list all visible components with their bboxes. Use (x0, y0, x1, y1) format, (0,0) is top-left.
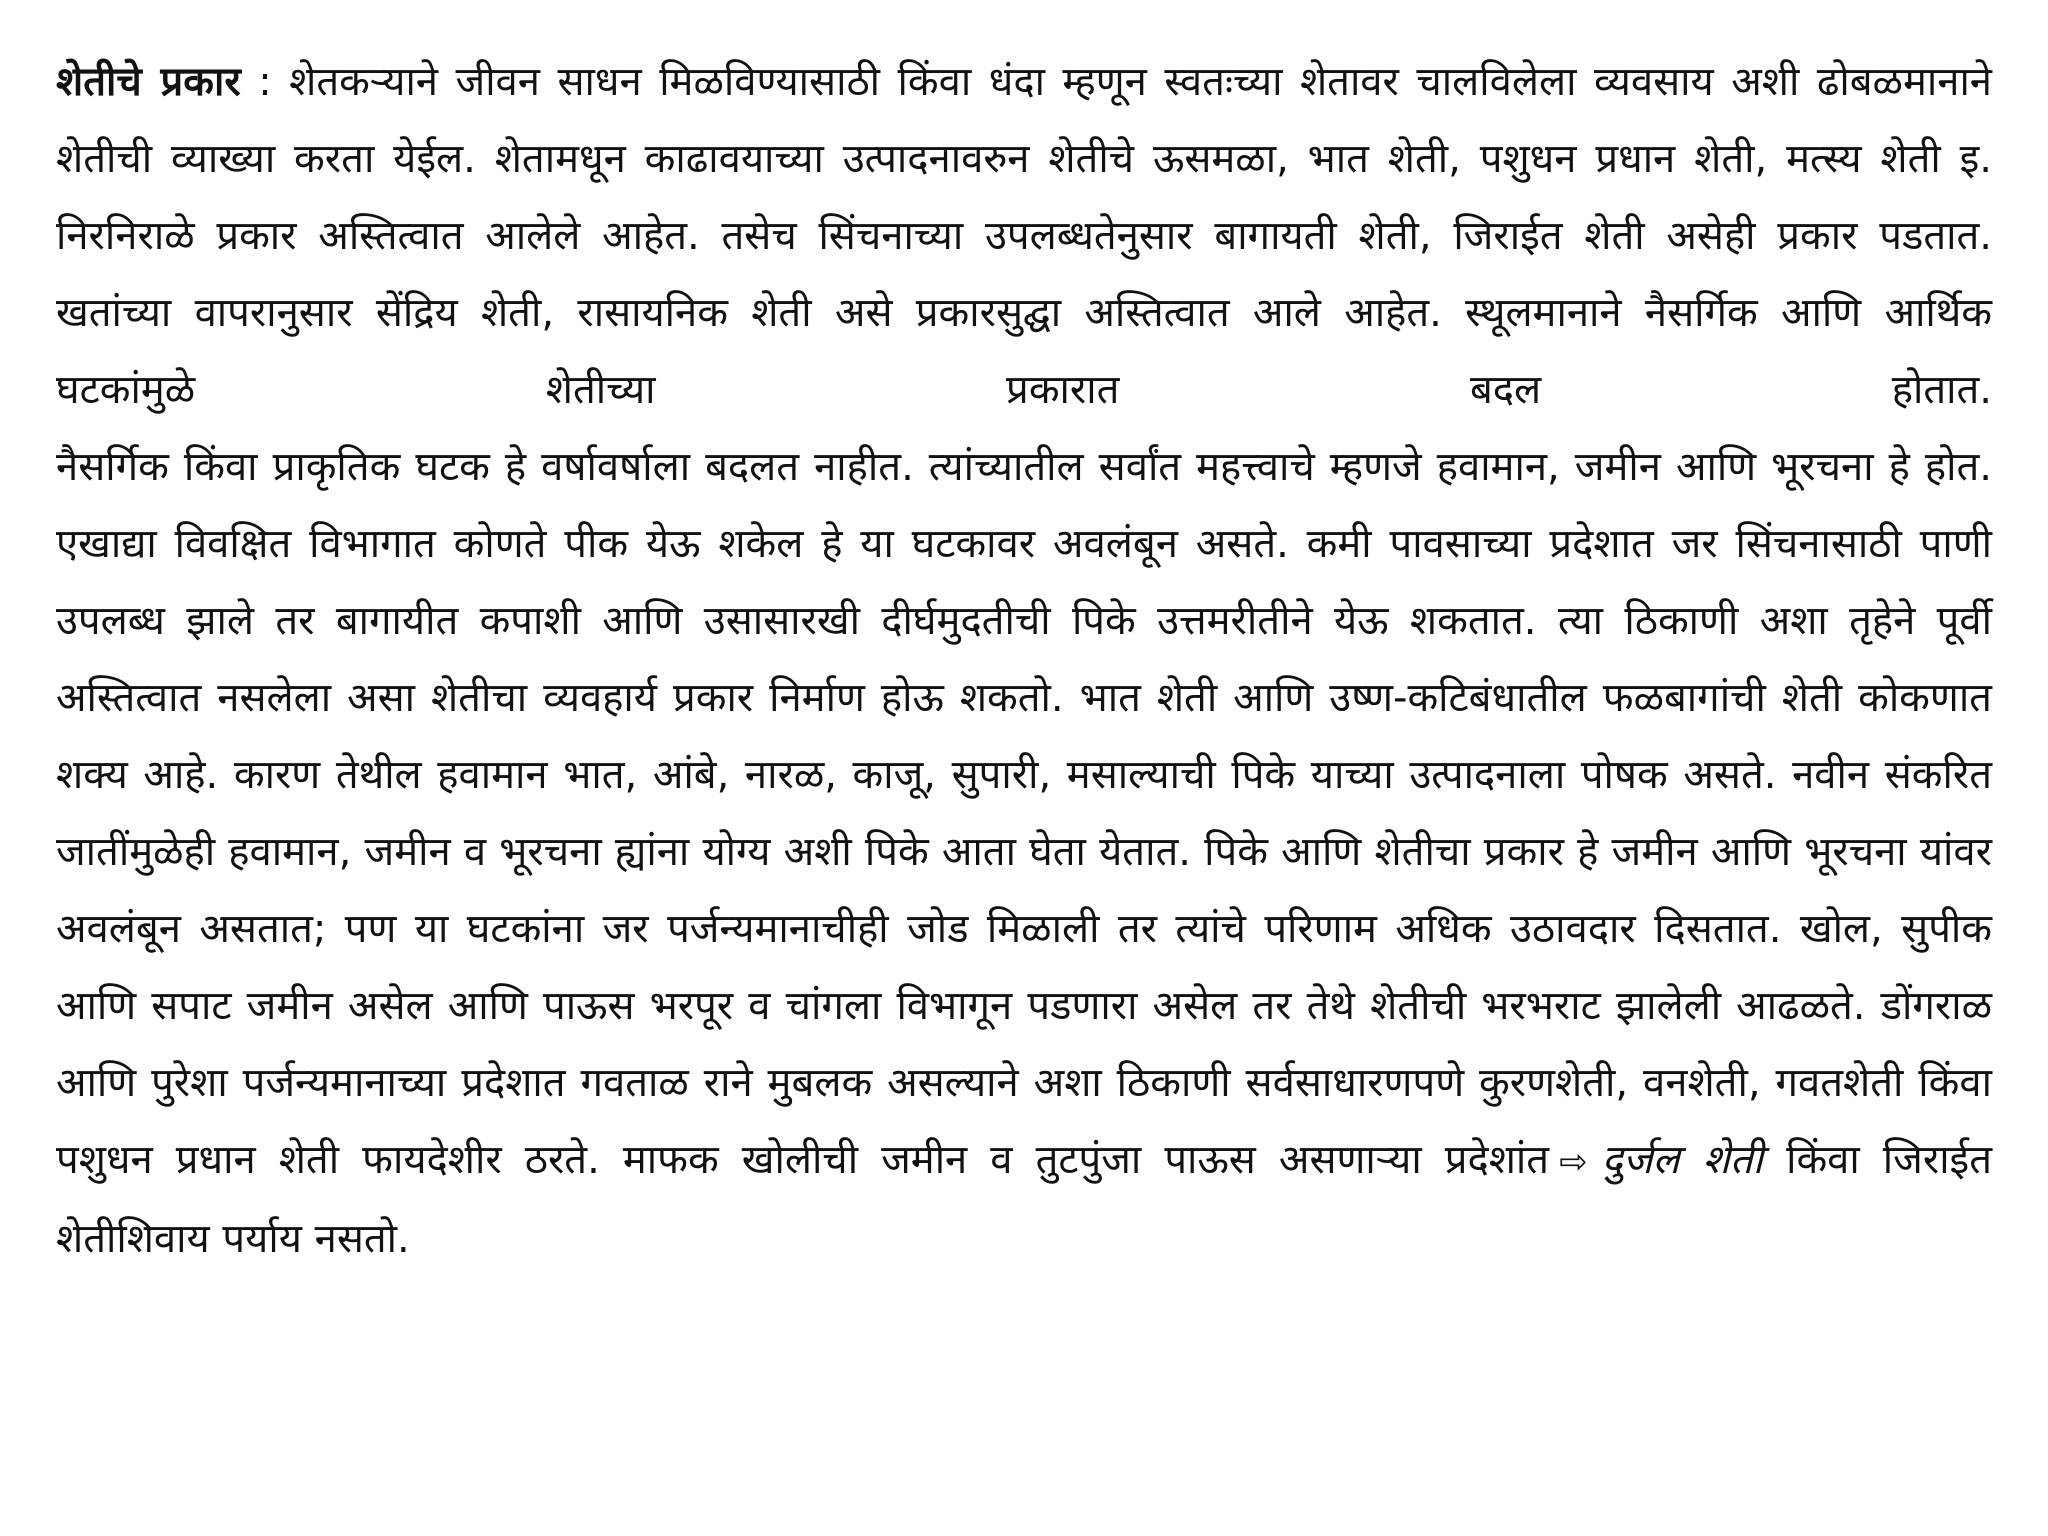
paragraph-natural-factors (56, 429, 1992, 1278)
paragraph-intro-text: शेतकऱ्याने जीवन साधन मिळविण्यासाठी किंवा धंदा म्हणून स्वतःच्या शेतावर चालविलेला व्यवसाय अशी ढोबळमानाने शेतीची व्याख्या करता येईल. शेतामधून काढावयाच्या उत्पादनावरुन शेतीचे ऊसमळा, भात शेती, पशुधन प्रधान शेती, मत्स्य शेती इ. निरनिराळे प्रकार अस्तित्वात आलेले आहेत. तसेच सिंचनाच्या उपलब्धतेनुसार बागायती शेती, जिराईत शेती असेही प्रकार पडतात. खतांच्या वापरानुसार सेंद्रिय शेती, रासायनिक शेती असे प्रकारसुद्घा अस्तित्वात आले आहेत. स्थूलमानाने नैसर्गिक आणि आर्थिक घटकांमुळे शेतीच्या प्रकारात बदल होतात. (56, 59, 1992, 413)
paragraph-natural-factors-end: किंवा जिराईत शेतीशिवाय पर्याय नसतो. (56, 1137, 1993, 1262)
paragraph-intro (56, 44, 1992, 429)
paragraph-natural-factors-text: नैसर्गिक किंवा प्राकृतिक घटक हे वर्षावर्षाला बदलत नाहीत. त्यांच्यातील सर्वांत महत्त्वाचे म्हणजे हवामान, जमीन आणि भूरचना हे होत. एखाद्या विवक्षित विभागात कोणते पीक येऊ शकेल हे या घटकावर अवलंबून असते. कमी पावसाच्या प्रदेशात जर सिंचनासाठी पाणी उपलब्ध झाले तर बागायीत कपाशी आणि उसासारखी दीर्घमुदतीची पिके उत्तमरीतीने येऊ शकतात. त्या ठिकाणी अशा तृहेने पूर्वी अस्तित्वात नसलेला असा शेतीचा व्यवहार्य प्रकार निर्माण होऊ शकतो. भात शेती आणि उष्ण-कटिबंधातील फळबागांची शेती कोकणात शक्य आहे. कारण तेथील हवामान भात, आंबे, नारळ, काजू, सुपारी, मसाल्याची पिके याच्या उत्पादनाला पोषक असते. नवीन संकरित जातींमुळेही हवामान, जमीन व भूरचना ह्यांना योग्य अशी पिके आता घेता येतात. पिके आणि शेतीचा प्रकार हे जमीन आणि भूरचना यांवर अवलंबून असतात; पण या घटकांना जर पर्जन्यमानाचीही जोड मिळाली तर त्यांचे परिणाम अधिक उठावदार दिसतात. खोल, सुपीक आणि सपाट जमीन असेल आणि पाऊस भरपूर व चांगला विभागून पडणारा असेल तर तेथे शेतीची भरभराट झालेली आढळते. डोंगराळ आणि पुरेशा पर्जन्यमानाच्या प्रदेशात गवताळ राने मुबलक असल्याने अशा ठिकाणी सर्वसाधारणपणे कुरणशेती, वनशेती, गवतशेती किंवा पशुधन प्रधान शेती फायदेशीर ठरते. माफक खोलीची जमीन व तुटपुंजा पाऊस असणाऱ्या प्रदेशांत (56, 444, 1992, 1183)
arrow-icon: ⇨ (1559, 1142, 1588, 1182)
section-heading: शेतीचे प्रकार (56, 59, 241, 105)
dry-farming-term: दुर्जल शेती (1601, 1137, 1764, 1183)
heading-separator: : (240, 59, 290, 105)
